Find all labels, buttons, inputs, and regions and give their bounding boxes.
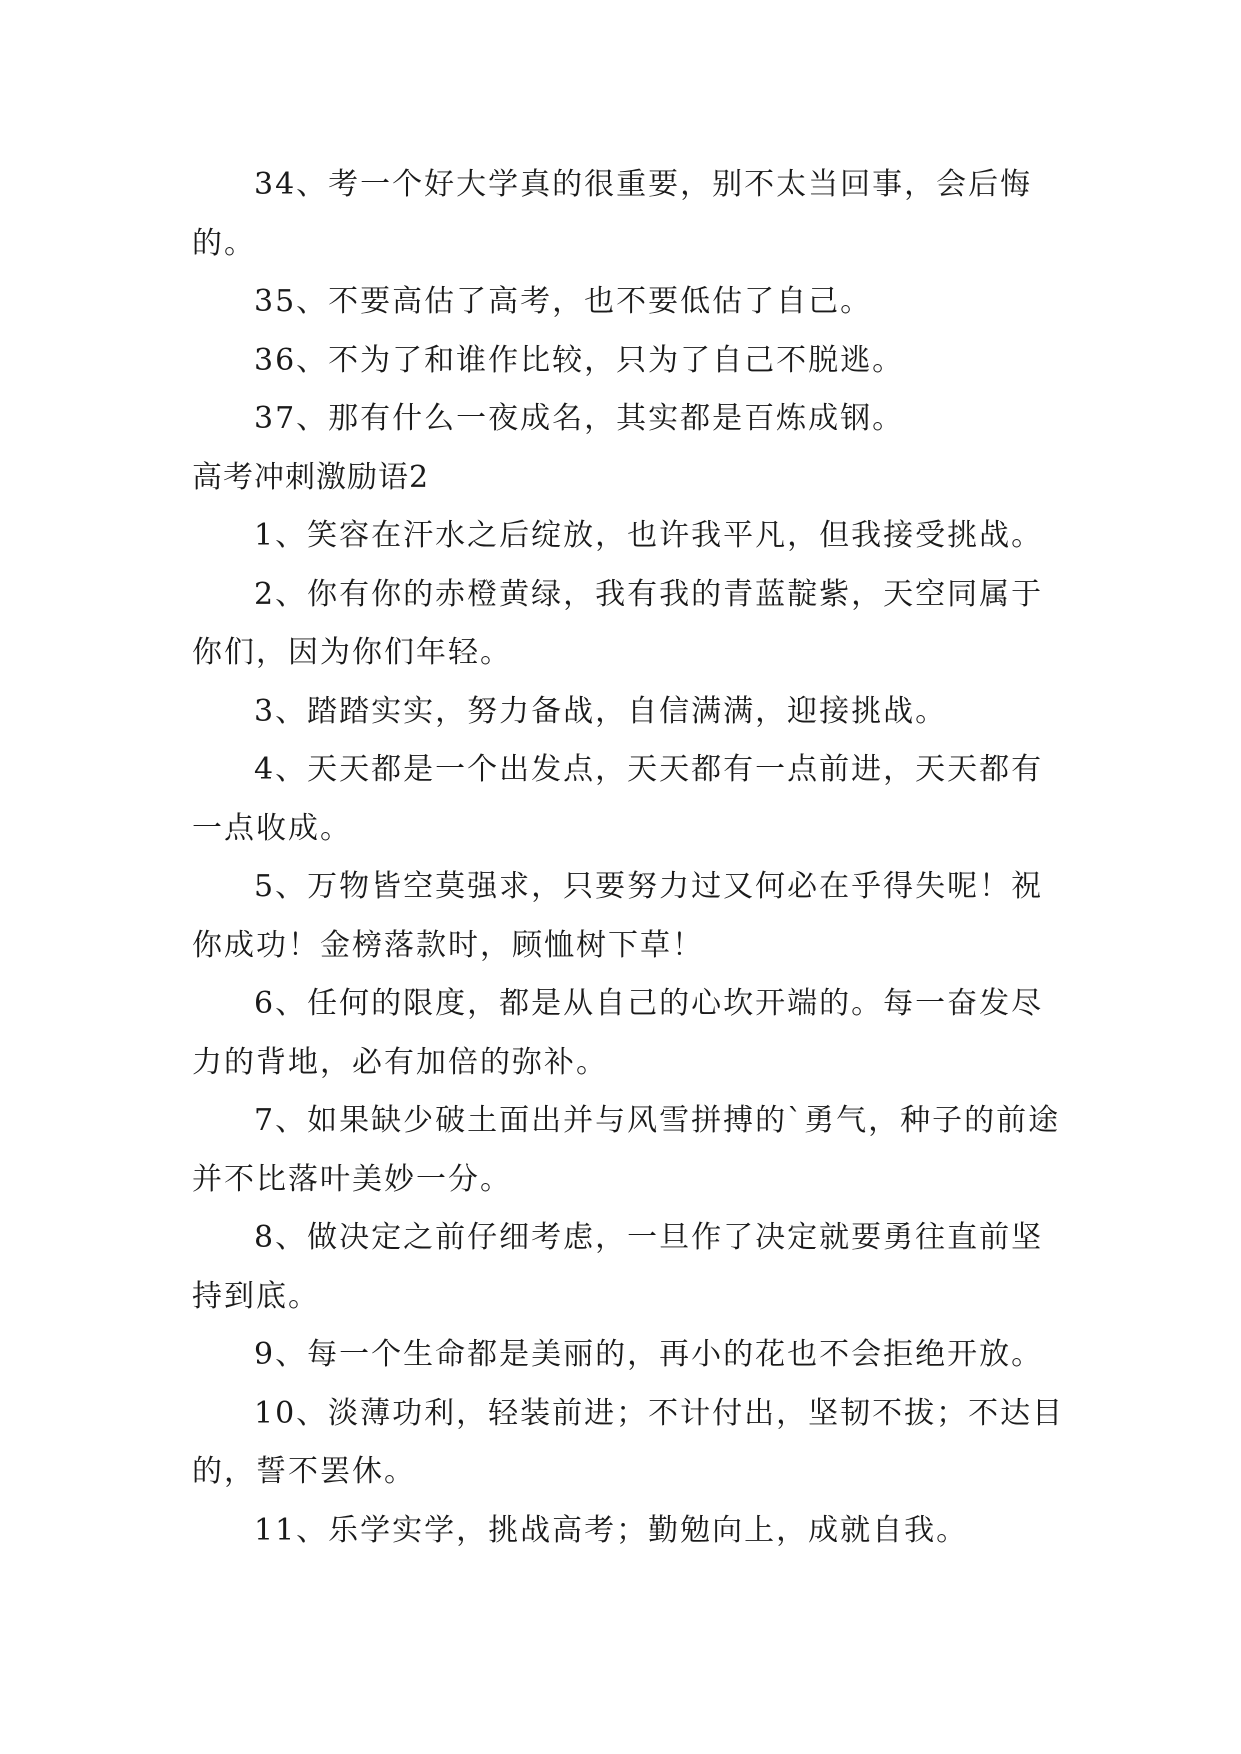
paragraph-7: 7、如果缺少破土面出并与风雪拼搏的`勇气，种子的前途并不比落叶美妙一分。 bbox=[192, 1103, 1061, 1197]
paragraph-5: 5、万物皆空莫强求，只要努力过又何必在乎得失呢！祝你成功！金榜落款时，顾恤树下草！ bbox=[192, 869, 1044, 963]
document-body bbox=[192, 156, 1072, 1560]
paragraph-36: 36、不为了和谁作比较，只为了自己不脱逃。 bbox=[254, 342, 905, 378]
paragraph-34: 34、考一个好大学真的很重要，别不太当回事，会后悔的。 bbox=[192, 167, 1033, 261]
paragraph-2: 2、你有你的赤橙黄绿，我有我的青蓝靛紫，天空同属于你们，因为你们年轻。 bbox=[192, 576, 1044, 670]
paragraph-10: 10、淡薄功利，轻装前进；不计付出，坚韧不拔；不达目的，誓不罢休。 bbox=[192, 1395, 1065, 1489]
paragraph-9: 9、每一个生命都是美丽的，再小的花也不会拒绝开放。 bbox=[254, 1337, 1044, 1372]
paragraph-35: 35、不要高估了高考，也不要低估了自己。 bbox=[254, 284, 873, 319]
paragraph-37: 37、那有什么一夜成名，其实都是百炼成钢。 bbox=[254, 401, 905, 436]
paragraph-6: 6、任何的限度，都是从自己的心坎开端的。每一奋发尽力的背地，必有加倍的弥补。 bbox=[192, 986, 1044, 1080]
paragraph-1: 1、笑容在汗水之后绽放，也许我平凡，但我接受挑战。 bbox=[254, 518, 1044, 553]
paragraph-4: 4、天天都是一个出发点，天天都有一点前进，天天都有一点收成。 bbox=[192, 752, 1044, 846]
paragraph-3: 3、踏踏实实，努力备战，自信满满，迎接挑战。 bbox=[254, 693, 948, 729]
paragraph-8: 8、做决定之前仔细考虑，一旦作了决定就要勇往直前坚持到底。 bbox=[192, 1220, 1044, 1314]
section-heading: 高考冲刺激励语2 bbox=[192, 459, 430, 495]
paragraph-11: 11、乐学实学，挑战高考；勤勉向上，成就自我。 bbox=[254, 1512, 969, 1548]
